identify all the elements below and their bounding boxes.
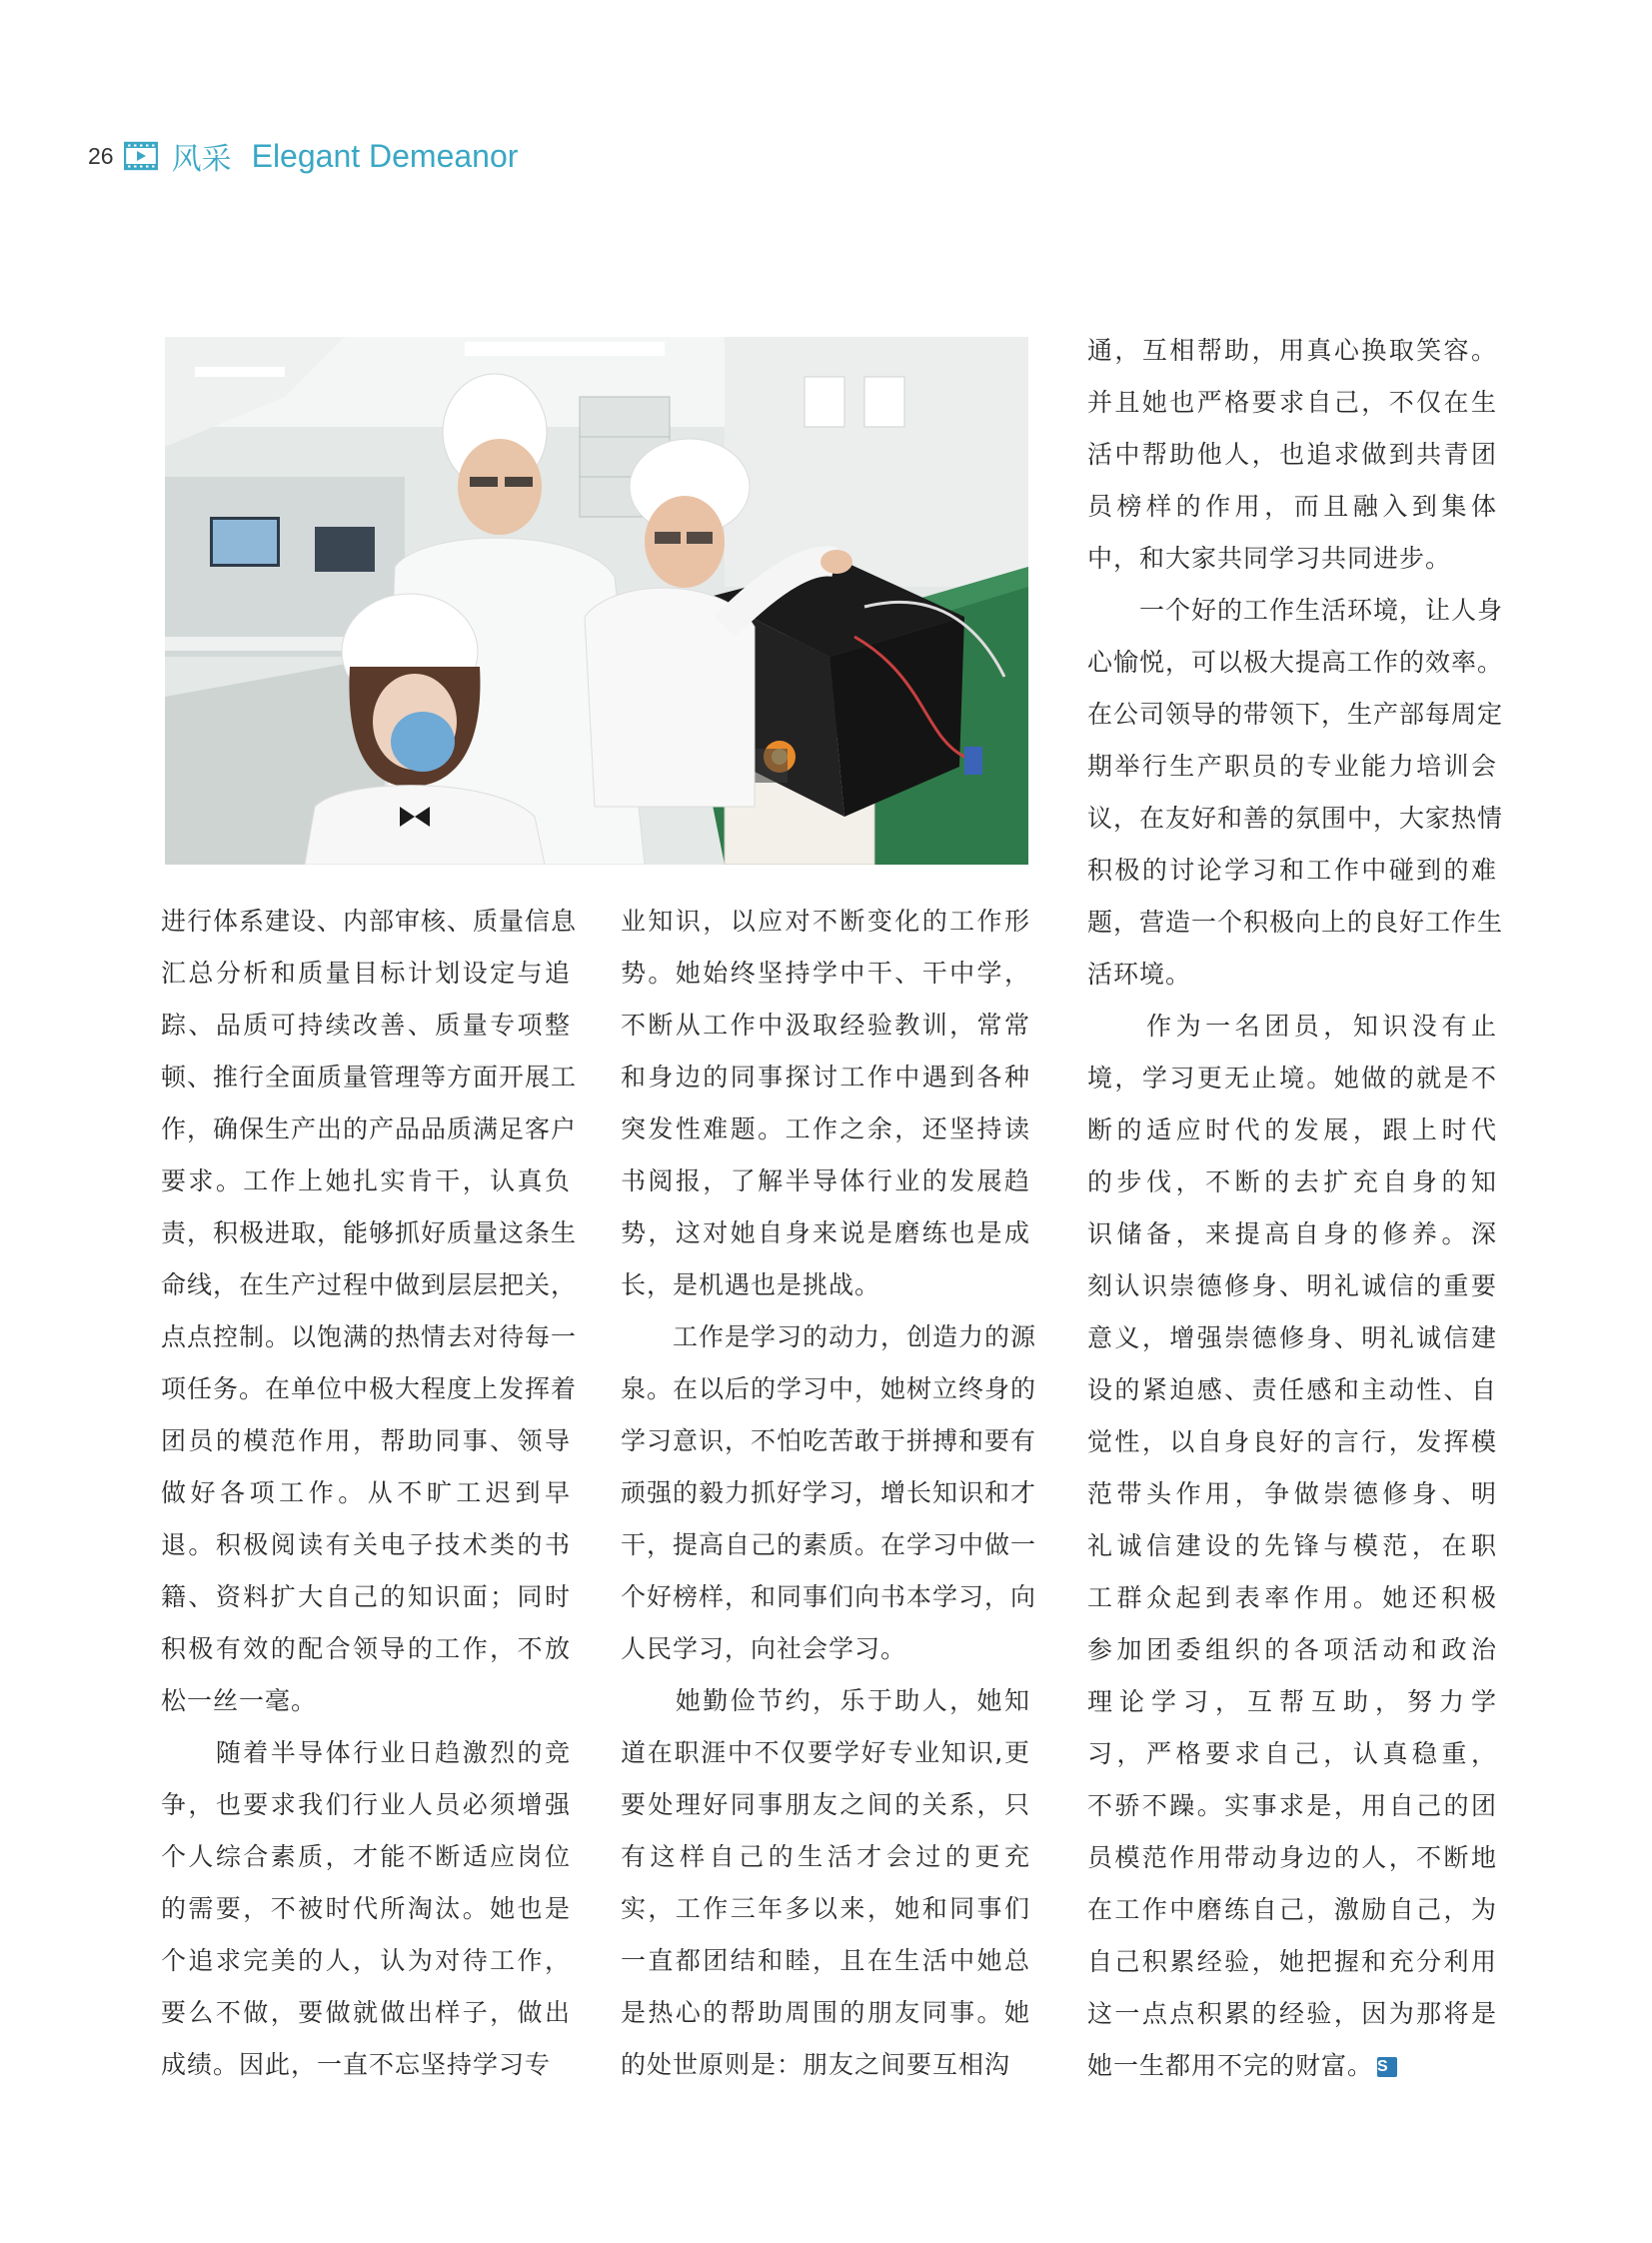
text-line: 踪、品质可持续改善、质量专项整 bbox=[161, 1011, 571, 1040]
text-line: 业知识，以应对不断变化的工作形 bbox=[621, 907, 1030, 936]
film-icon bbox=[124, 141, 158, 171]
lab-photo bbox=[165, 337, 1028, 865]
text-line: 要么不做，要做就做出样子，做出 bbox=[161, 1998, 571, 2027]
text-line: 在公司领导的带领下，生产部每周定 bbox=[1087, 700, 1504, 729]
text-line: 觉性，以自身良好的言行，发挥模 bbox=[1087, 1427, 1497, 1456]
end-mark-icon: S bbox=[1377, 2057, 1397, 2077]
text-line: 书阅报，了解半导体行业的发展趋 bbox=[621, 1166, 1030, 1195]
text-line: 长，是机遇也是挑战。 bbox=[621, 1270, 881, 1299]
text-line: 中，和大家共同学习共同进步。 bbox=[1087, 544, 1452, 573]
text-line: 并且她也严格要求自己，不仅在生 bbox=[1087, 388, 1497, 417]
text-line: 的步伐，不断的去扩充自身的知 bbox=[1087, 1167, 1497, 1196]
text-line: 做好各项工作。从不旷工迟到早 bbox=[161, 1478, 571, 1507]
text-line: 责，积极进取，能够抓好质量这条生 bbox=[161, 1218, 578, 1247]
text-line: 心愉悦，可以极大提高工作的效率。 bbox=[1087, 648, 1504, 677]
text-line: 员模范作用带动身边的人，不断地 bbox=[1087, 1843, 1497, 1872]
text-line: 识储备，来提高自身的修养。深 bbox=[1087, 1219, 1497, 1248]
text-line: 不断从工作中汲取经验教训，常常 bbox=[621, 1011, 1030, 1040]
text-line: 工作是学习的动力，创造力的源 bbox=[621, 1322, 1037, 1351]
text-line: 设的紧迫感、责任感和主动性、自 bbox=[1087, 1375, 1497, 1404]
text-line: 一个好的工作生活环境，让人身 bbox=[1087, 596, 1504, 625]
text-line: 礼诚信建设的先锋与模范，在职 bbox=[1087, 1531, 1497, 1560]
text-line: 突发性难题。工作之余，还坚持读 bbox=[621, 1115, 1030, 1143]
text-line: 积极的讨论学习和工作中碰到的难 bbox=[1087, 856, 1497, 885]
text-line: 籍、资料扩大自己的知识面；同时 bbox=[161, 1582, 571, 1611]
text-line: 自己积累经验，她把握和充分利用 bbox=[1087, 1947, 1497, 1976]
text-line: 作，确保生产出的产品品质满足客户 bbox=[161, 1115, 578, 1143]
text-line: 她勤俭节约，乐于助人，她知 bbox=[621, 1686, 1030, 1715]
text-line: 积极有效的配合领导的工作，不放 bbox=[161, 1634, 571, 1663]
text-line: 顽强的毅力抓好学习，增长知识和才 bbox=[621, 1478, 1037, 1507]
text-line: 项任务。在单位中极大程度上发挥着 bbox=[161, 1374, 578, 1403]
article-column-3 bbox=[1087, 325, 1504, 2092]
text-line: 的处世原则是：朋友之间要互相沟 bbox=[621, 2050, 1011, 2079]
text-line: 题，营造一个积极向上的良好工作生 bbox=[1087, 908, 1504, 937]
text-line: 活环境。 bbox=[1087, 960, 1192, 989]
text-line: 活中帮助他人，也追求做到共青团 bbox=[1087, 440, 1497, 469]
text-line: 刻认识崇德修身、明礼诚信的重要 bbox=[1087, 1271, 1497, 1300]
text-line: 范带头作用，争做崇德修身、明 bbox=[1087, 1479, 1497, 1508]
text-line: 意义，增强崇德修身、明礼诚信建 bbox=[1087, 1323, 1497, 1352]
text-line: 退。积极阅读有关电子技术类的书 bbox=[161, 1530, 571, 1559]
text-line: 在工作中磨练自己，激励自己，为 bbox=[1087, 1895, 1497, 1924]
text-line: 道在职涯中不仅要学好专业知识,更 bbox=[621, 1738, 1030, 1767]
text-line: 通，互相帮助，用真心换取笑容。 bbox=[1087, 336, 1497, 365]
text-line: 团员的模范作用，帮助同事、领导 bbox=[161, 1426, 571, 1455]
page-number: 26 bbox=[88, 142, 114, 169]
text-line: 点点控制。以饱满的热情去对待每一 bbox=[161, 1322, 578, 1351]
text-line: 人民学习，向社会学习。 bbox=[621, 1634, 907, 1663]
text-line: 要求。工作上她扎实肯干，认真负 bbox=[161, 1166, 571, 1195]
text-line: 期举行生产职员的专业能力培训会 bbox=[1087, 752, 1497, 781]
text-line: 势，这对她自身来说是磨练也是成 bbox=[621, 1218, 1030, 1247]
text-line: 进行体系建设、内部审核、质量信息 bbox=[161, 907, 578, 936]
text-line: 学习意识，不怕吃苦敢于拼搏和要有 bbox=[621, 1426, 1037, 1455]
text-line: 境，学习更无止境。她做的就是不 bbox=[1087, 1064, 1497, 1093]
text-line: 要处理好同事朋友之间的关系，只 bbox=[621, 1790, 1030, 1819]
text-line: 随着半导体行业日趋激烈的竞 bbox=[161, 1738, 571, 1767]
text-line: 和身边的同事探讨工作中遇到各种 bbox=[621, 1063, 1030, 1092]
text-line: 顿、推行全面质量管理等方面开展工 bbox=[161, 1063, 578, 1092]
text-line: 理论学习，互帮互助，努力学 bbox=[1087, 1687, 1497, 1716]
text-line: 汇总分析和质量目标计划设定与追 bbox=[161, 959, 571, 988]
text-line: 习，严格要求自己，认真稳重， bbox=[1087, 1739, 1497, 1768]
page-header bbox=[88, 136, 518, 176]
section-title-en: Elegant Demeanor bbox=[251, 137, 519, 174]
text-line: 个好榜样，和同事们向书本学习，向 bbox=[621, 1582, 1037, 1611]
text-line: 有这样自己的生活才会过的更充 bbox=[621, 1842, 1030, 1871]
text-line: 成绩。因此，一直不忘坚持学习专 bbox=[161, 2050, 552, 2079]
text-line: 实，工作三年多以来，她和同事们 bbox=[621, 1894, 1030, 1923]
text-line: 参加团委组织的各项活动和政治 bbox=[1087, 1635, 1497, 1664]
text-line: 这一点点积累的经验，因为那将是 bbox=[1087, 1999, 1497, 2028]
section-title-cn: 风采 bbox=[171, 142, 232, 177]
text-line: 作为一名团员，知识没有止 bbox=[1087, 1012, 1497, 1041]
text-line: 工群众起到表率作用。她还积极 bbox=[1087, 1583, 1497, 1612]
text-line: 员榜样的作用，而且融入到集体 bbox=[1087, 492, 1497, 521]
text-line: 断的适应时代的发展，跟上时代 bbox=[1087, 1116, 1497, 1144]
text-line: 命线，在生产过程中做到层层把关， bbox=[161, 1270, 578, 1299]
text-line: 她一生都用不完的财富。 S bbox=[1087, 2040, 1497, 2092]
text-line: 议，在友好和善的氛围中，大家热情 bbox=[1087, 804, 1504, 833]
text-line: 个人综合素质，才能不断适应岗位 bbox=[161, 1842, 571, 1871]
text-line: 松一丝一毫。 bbox=[161, 1686, 318, 1715]
text-line: 争，也要求我们行业人员必须增强 bbox=[161, 1790, 571, 1819]
text-line: 的需要，不被时代所淘汰。她也是 bbox=[161, 1894, 571, 1923]
article-column-1 bbox=[161, 896, 578, 2091]
text-line: 不骄不躁。实事求是，用自己的团 bbox=[1087, 1791, 1497, 1820]
text-line: 是热心的帮助周围的朋友同事。她 bbox=[621, 1998, 1030, 2027]
text-line: 泉。在以后的学习中，她树立终身的 bbox=[621, 1374, 1037, 1403]
text-line: 势。她始终坚持学中干、干中学， bbox=[621, 959, 1030, 988]
text-line: 个追求完美的人，认为对待工作， bbox=[161, 1946, 571, 1975]
text-line: 干，提高自己的素质。在学习中做一 bbox=[621, 1530, 1037, 1559]
text-line: 一直都团结和睦，且在生活中她总 bbox=[621, 1946, 1030, 1975]
article-column-2 bbox=[621, 896, 1037, 2091]
